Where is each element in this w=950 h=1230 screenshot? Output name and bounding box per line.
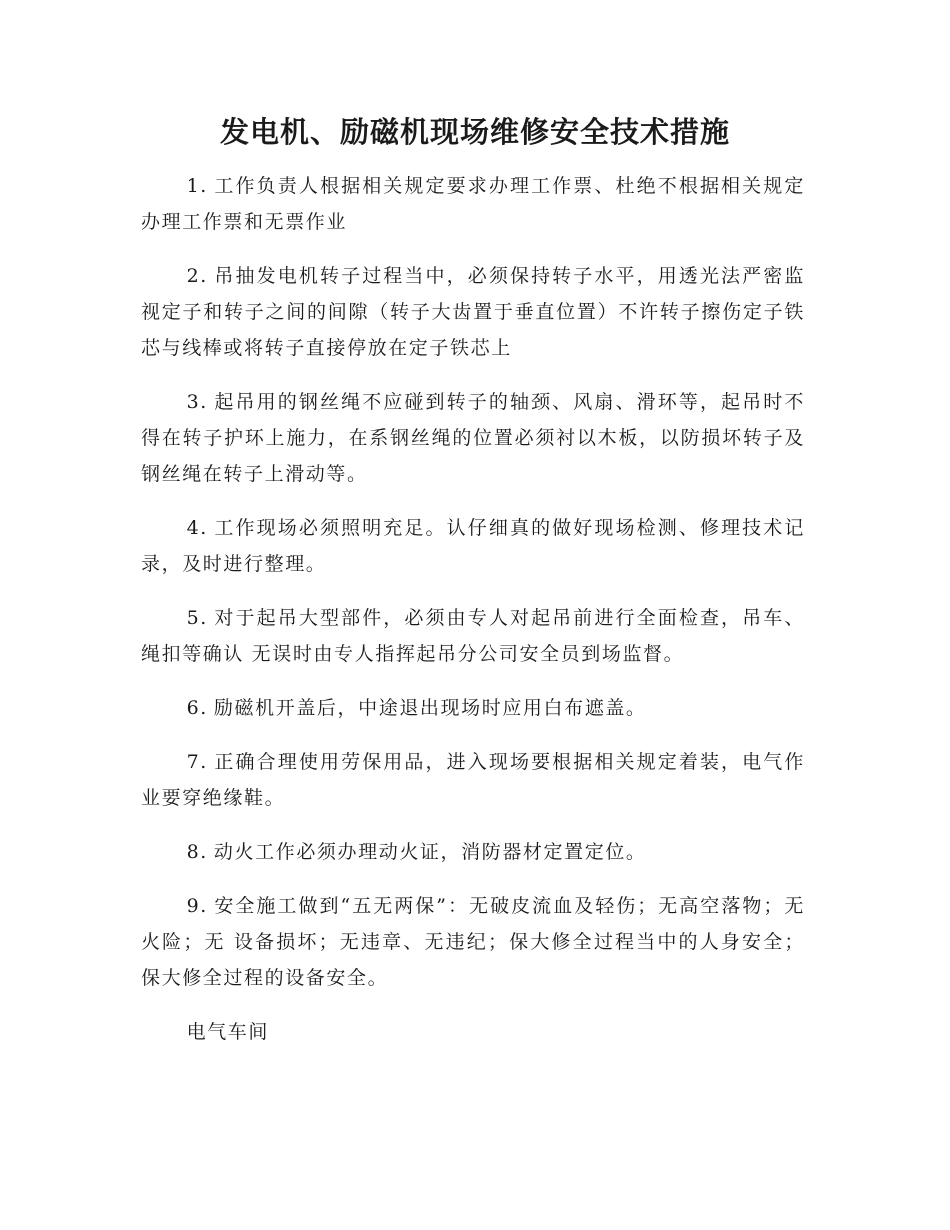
list-item (141, 384, 805, 492)
item-text: 吊抽发电机转子过程当中，必须保持转子水平，用透光法严密监视定子和转子之间的间隙（转子大齿置于垂直位置）不许转子擦伤定子铁芯与线棒或将转子直接停放在定子铁芯上 (141, 265, 805, 359)
list-item (141, 600, 805, 672)
item-text: 工作负责人根据相关规定要求办理工作票、杜绝不根据相关规定办理工作票和无票作业 (141, 175, 805, 233)
list-item (141, 834, 805, 870)
signature: 电气车间 (186, 1021, 269, 1043)
item-number: 7. (186, 751, 208, 773)
item-text: 起吊用的钢丝绳不应碰到转子的轴颈、风扇、滑环等，起吊时不得在转子护环上施力，在系钢丝绳的位置必须衬以木板，以防损坏转子及钢丝绳在转子上滑动等。 (141, 391, 805, 485)
list-item (141, 888, 805, 996)
list-item (141, 690, 805, 726)
item-number: 9. (186, 895, 208, 917)
list-item (141, 510, 805, 582)
document-title: 发电机、励磁机现场维修安全技术措施 (219, 115, 730, 149)
item-number: 4. (186, 517, 208, 539)
item-text: 励磁机开盖后，中途退出现场时应用白布遮盖。 (213, 697, 647, 719)
item-number: 5. (186, 607, 208, 629)
document-body (141, 168, 805, 1050)
item-number: 2. (186, 265, 208, 287)
item-number: 6. (186, 697, 208, 719)
item-text: 对于起吊大型部件，必须由专人对起吊前进行全面检查，吊车、绳扣等确认 无误时由专人指挥起吊分公司安全员到场监督。 (141, 607, 805, 665)
item-number: 3. (186, 391, 208, 413)
list-item (141, 744, 805, 816)
item-text: 正确合理使用劳保用品，进入现场要根据相关规定着装，电气作业要穿绝缘鞋。 (141, 751, 805, 809)
item-text: 安全施工做到“五无两保”：无破皮流血及轻伤；无高空落物；无火险；无 设备损坏；无违章、无违纪；保大修全过程当中的人身安全；保大修全过程的设备安全。 (141, 895, 805, 989)
item-text: 工作现场必须照明充足。认仔细真的做好现场检测、修理技术记录，及时进行整理。 (141, 517, 805, 575)
item-number: 1. (186, 175, 208, 197)
item-number: 8. (186, 841, 208, 863)
item-text: 动火工作必须办理动火证，消防器材定置定位。 (213, 841, 647, 863)
list-item (141, 168, 805, 240)
list-item (141, 258, 805, 366)
